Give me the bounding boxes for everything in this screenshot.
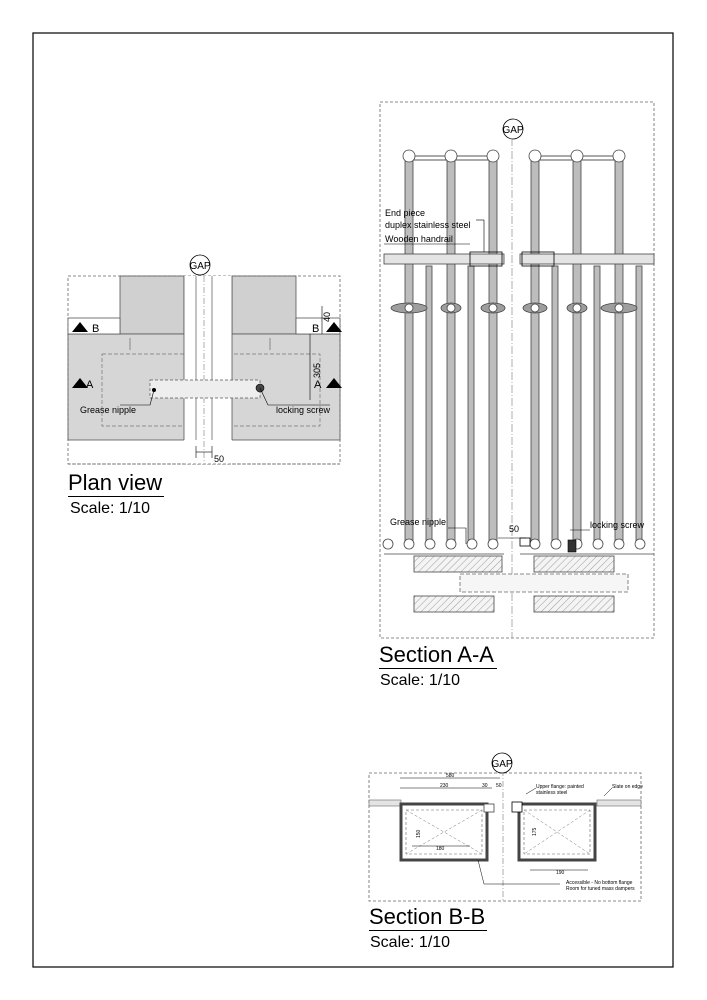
bb-access-note: Room for tuned mass dampers [566,886,635,892]
aa-end-piece-material: duplex stainless steel [385,220,471,230]
plan-grease-label: Grease nipple [80,405,137,415]
bb-dim-230: 230 [440,783,449,789]
bb-dim-180: 180 [436,846,445,852]
plan-section-a-left: A [86,379,94,391]
plan-gap-label: GAP [189,261,211,272]
plan-section-b-right: B [312,323,320,335]
section-aa-drawing [380,102,654,638]
aa-dim-gap: 50 [509,524,520,534]
plan-title-underline [68,496,164,497]
bb-gap-label: GAP [491,759,513,770]
plan-dim-gap: 50 [214,454,225,464]
plan-view-scale: Scale: 1/10 [70,500,151,517]
plan-view-drawing [68,276,342,464]
bb-slate-label: Slate on edge [612,784,643,790]
bb-dim-150: 150 [416,829,422,838]
plan-section-a-right: A [314,379,322,391]
plan-dim-40: 40 [322,311,332,322]
bb-upper-flange-label: Upper flange: painted [536,784,584,790]
aa-screw-label: locking screw [590,520,645,530]
plan-screw-label: locking screw [276,405,331,415]
aa-end-piece-label: End piece [385,208,426,218]
bb-dim-175: 175 [532,827,538,836]
aa-handrail-label: Wooden handrail [385,234,453,244]
bb-dim-30: 30 [482,783,488,789]
section-aa-title: Section A-A [379,642,494,667]
aa-grease-label: Grease nipple [390,517,447,527]
section-aa-scale: Scale: 1/10 [380,672,461,689]
section-bb-title: Section B-B [369,904,486,929]
section-aa-title-underline [379,668,497,669]
aa-gap-label: GAP [502,125,524,136]
plan-dim-305: 305 [312,362,322,378]
bb-dim-total: 580 [446,773,455,779]
plan-view-title: Plan view [68,470,163,495]
plan-section-b-left: B [92,323,100,335]
bb-dim-50: 50 [496,783,502,789]
section-bb-title-underline [369,930,487,931]
bb-upper-flange-material: stainless steel [536,790,568,796]
bb-access-label: Accessible - No bottom flange [566,880,633,886]
section-bb-scale: Scale: 1/10 [370,934,451,951]
bb-dim-190: 190 [556,870,565,876]
